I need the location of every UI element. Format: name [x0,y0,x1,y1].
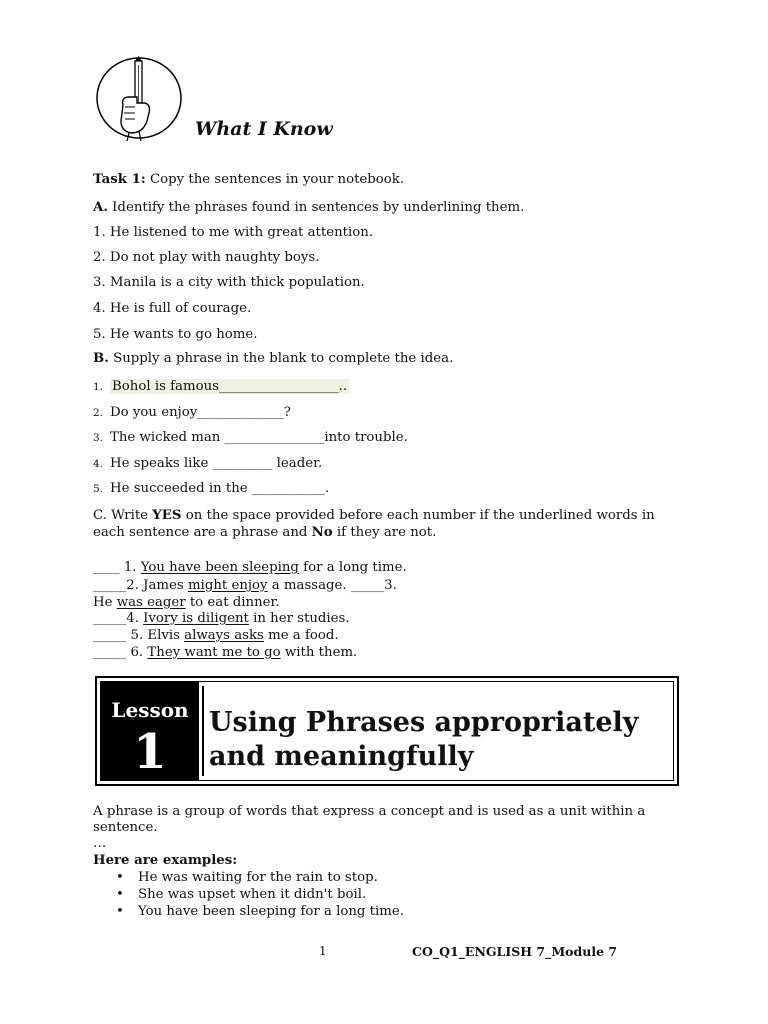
task1-line [93,171,404,188]
partA-item-4: 4. He is full of courage. [93,301,252,316]
partB-item-3: 3. The wicked man _______________into trouble. [93,430,408,445]
task1-label: Task 1: [93,172,146,187]
partB-item-4: 4. He speaks like _________ leader. [93,456,323,471]
partB-instruction [93,350,453,367]
lesson-number: 1 [133,724,167,780]
partC-line-3: He was eager to eat dinner. [93,595,280,610]
task1-text: Copy the sentences in your notebook. [145,172,405,187]
partA-item-1: 1. He listened to me with great attention. [93,225,374,240]
lesson-word: Lesson [111,698,189,722]
example-item-1: • He was waiting for the rain to stop. [116,870,378,885]
partB-text: Supply a phrase in the blank to complete the idea. [108,351,454,366]
section-title: What I Know [195,118,333,140]
partB-label: B. [93,351,109,366]
partA-label: A. [93,200,108,215]
module-code: CO_Q1_ENGLISH 7_Module 7 [412,944,618,959]
examples-heading: Here are examples: [93,853,238,868]
partB-item-2: 2. Do you enjoy_____________? [93,405,291,420]
partC-line-2: _____2. James might enjoy a massage. _____3. [93,578,397,593]
partC-line-1: ____ 1. You have been sleeping for a long time. [93,560,407,575]
partB-item-1: 1. Bohol is famous__________________.. [93,379,348,394]
partB-item-5: 5. He succeeded in the ___________. [93,481,330,496]
example-item-2: • She was upset when it didn't boil. [116,887,367,902]
ellipsis: … [93,836,107,851]
page-number: 1 [319,944,327,958]
lesson-title: Using Phrases appropriately and meaningfully [209,707,639,772]
partC-line-5: _____ 5. Elvis always asks me a food. [93,628,339,643]
partC-instruction-line1: C. Write YES on the space provided before each number if the underlined words in [93,508,655,523]
partC-line-4: _____4. Ivory is diligent in her studies. [93,611,350,626]
partA-item-2: 2. Do not play with naughty boys. [93,250,320,265]
partB-item-1-text: Bohol is famous__________________.. [112,379,348,394]
definition-line1: A phrase is a group of words that express a concept and is used as a unit within a [93,804,646,819]
partA-item-5: 5. He wants to go home. [93,327,258,342]
definition-line2: sentence. [93,820,158,835]
lesson-badge [101,682,199,780]
lesson-banner [95,676,679,786]
partC-line-6: _____ 6. They want me to go with them. [93,645,358,660]
hand-pencil-icon [93,55,185,141]
partA-instruction [93,199,524,216]
lesson-frame [100,681,674,781]
partA-text: Identify the phrases found in sentences by underlining them. [107,200,525,215]
partC-instruction-line2: each sentence are a phrase and No if they are not. [93,525,437,540]
lesson-divider [202,686,204,776]
example-item-3: • You have been sleeping for a long time. [116,904,404,919]
partA-item-3: 3. Manila is a city with thick population. [93,275,365,290]
